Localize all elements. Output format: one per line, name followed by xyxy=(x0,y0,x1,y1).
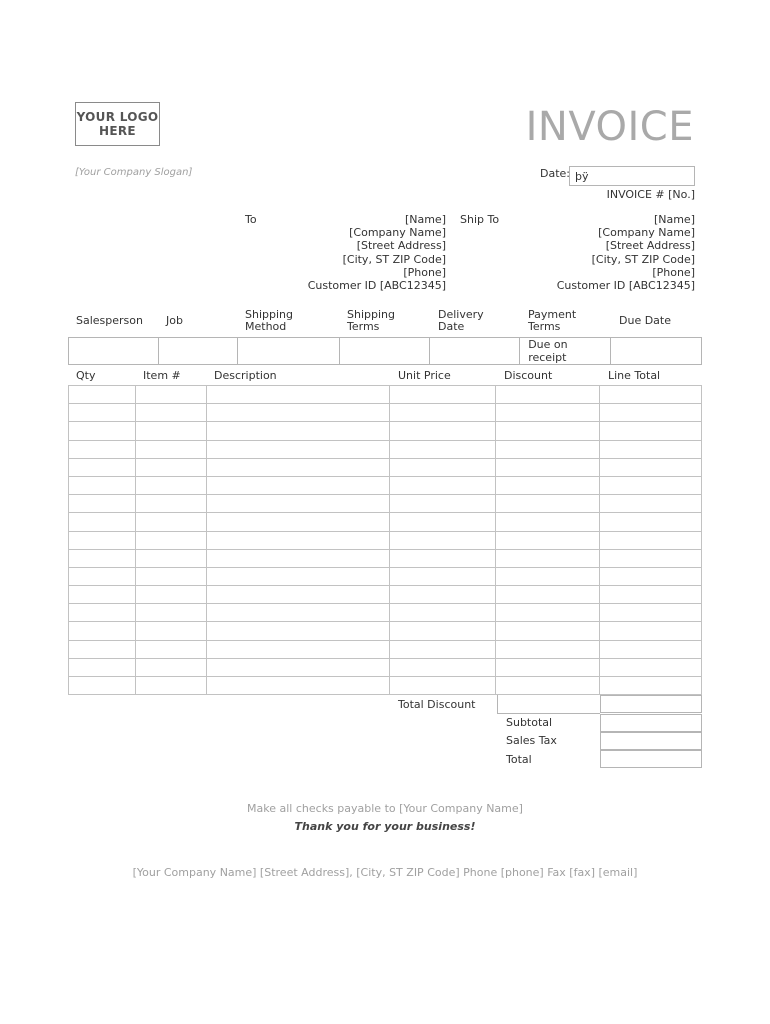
shipping-values-row xyxy=(68,337,702,365)
ship-to-name[interactable]: [Name] xyxy=(653,213,695,226)
ship-to-customer-id[interactable]: Customer ID [ABC12345] xyxy=(556,279,695,293)
item-cell[interactable] xyxy=(496,476,600,494)
item-cell[interactable] xyxy=(135,386,206,404)
item-cell[interactable] xyxy=(206,476,390,494)
item-cell[interactable] xyxy=(69,531,136,549)
table-row xyxy=(69,386,702,404)
item-cell[interactable] xyxy=(135,531,206,549)
item-cell[interactable] xyxy=(390,658,496,676)
item-cell[interactable] xyxy=(69,604,136,622)
shipping-header xyxy=(68,305,702,336)
item-cell[interactable] xyxy=(206,567,390,585)
item-cell[interactable] xyxy=(390,677,496,695)
logo-line-1: YOUR LOGO xyxy=(76,110,159,124)
item-cell[interactable] xyxy=(390,531,496,549)
item-cell[interactable] xyxy=(206,458,390,476)
item-cell[interactable] xyxy=(69,658,136,676)
table-row xyxy=(69,640,702,658)
ship-to-label: Ship To xyxy=(460,213,500,226)
item-cell[interactable] xyxy=(600,422,702,440)
item-cell[interactable] xyxy=(496,549,600,567)
total-discount-label: Total Discount xyxy=(398,698,476,711)
item-cell[interactable] xyxy=(69,440,136,458)
header-shipping-terms: Shipping Terms xyxy=(347,307,395,333)
item-cell[interactable] xyxy=(390,567,496,585)
invoice-number[interactable]: INVOICE # [No.] xyxy=(606,188,695,201)
bill-to-name[interactable]: [Name] xyxy=(404,213,446,226)
table-row xyxy=(69,586,702,604)
item-cell[interactable] xyxy=(135,513,206,531)
item-cell[interactable] xyxy=(206,531,390,549)
sales-tax-value[interactable] xyxy=(600,732,702,750)
ship-to-company[interactable]: [Company Name] xyxy=(598,226,695,240)
item-cell[interactable] xyxy=(390,640,496,658)
item-cell[interactable] xyxy=(206,622,390,640)
item-cell[interactable] xyxy=(600,658,702,676)
item-cell[interactable] xyxy=(600,458,702,476)
item-cell[interactable] xyxy=(600,549,702,567)
company-contact-footer[interactable]: [Your Company Name] [Street Address], [City, ST ZIP Code] Phone [phone] Fax [fax] [email] xyxy=(132,866,638,879)
item-cell[interactable] xyxy=(69,386,136,404)
bill-to-address[interactable] xyxy=(308,213,446,292)
item-cell[interactable] xyxy=(600,404,702,422)
subtotal-label: Subtotal xyxy=(506,716,553,729)
item-cell[interactable] xyxy=(135,604,206,622)
item-cell[interactable] xyxy=(135,422,206,440)
thank-you-note: Thank you for your business! xyxy=(294,820,476,833)
ship-to-street[interactable]: [Street Address] xyxy=(605,239,695,253)
logo-line-2: HERE xyxy=(99,124,136,138)
salesperson-cell[interactable] xyxy=(69,338,159,365)
subtotal-value[interactable] xyxy=(600,714,702,732)
item-cell[interactable] xyxy=(390,549,496,567)
item-cell[interactable] xyxy=(69,458,136,476)
item-cell[interactable] xyxy=(390,513,496,531)
bill-to-street[interactable]: [Street Address] xyxy=(356,239,446,253)
header-line-total: Line Total xyxy=(608,369,661,382)
table-row xyxy=(69,604,702,622)
item-cell[interactable] xyxy=(69,677,136,695)
table-row xyxy=(69,513,702,531)
item-cell[interactable] xyxy=(206,677,390,695)
table-row xyxy=(69,495,702,513)
item-cell[interactable] xyxy=(69,476,136,494)
header-payment-terms: Payment Terms xyxy=(528,307,577,333)
item-cell[interactable] xyxy=(206,495,390,513)
bill-to-customer-id[interactable]: Customer ID [ABC12345] xyxy=(307,279,446,293)
total-value[interactable] xyxy=(600,750,702,768)
item-cell[interactable] xyxy=(600,513,702,531)
header-unit-price: Unit Price xyxy=(398,369,451,382)
item-cell[interactable] xyxy=(496,622,600,640)
item-cell[interactable] xyxy=(496,677,600,695)
item-cell[interactable] xyxy=(496,386,600,404)
header-due-date: Due Date xyxy=(619,313,671,327)
item-cell[interactable] xyxy=(496,567,600,585)
item-cell[interactable] xyxy=(600,531,702,549)
item-cell[interactable] xyxy=(69,495,136,513)
bill-to-city[interactable]: [City, ST ZIP Code] xyxy=(342,252,446,266)
item-cell[interactable] xyxy=(496,513,600,531)
table-row xyxy=(69,531,702,549)
total-discount-cell[interactable] xyxy=(497,695,600,714)
total-discount-value[interactable] xyxy=(600,695,702,713)
item-cell[interactable] xyxy=(206,658,390,676)
item-cell[interactable] xyxy=(206,386,390,404)
item-cell[interactable] xyxy=(135,440,206,458)
checks-payable-note[interactable]: Make all checks payable to [Your Company Name] xyxy=(247,802,523,815)
line-items-table xyxy=(68,385,702,695)
table-row xyxy=(69,658,702,676)
ship-to-phone[interactable]: [Phone] xyxy=(652,265,695,279)
item-cell[interactable] xyxy=(496,586,600,604)
item-cell[interactable] xyxy=(496,458,600,476)
item-cell[interactable] xyxy=(135,586,206,604)
header-delivery-date: Delivery Date xyxy=(438,307,484,333)
item-cell[interactable] xyxy=(390,386,496,404)
item-cell[interactable] xyxy=(135,677,206,695)
item-cell[interactable] xyxy=(69,586,136,604)
company-slogan[interactable]: [Your Company Slogan] xyxy=(75,167,193,178)
item-cell[interactable] xyxy=(69,622,136,640)
date-input[interactable]: þÿ xyxy=(569,166,695,186)
date-label: Date: xyxy=(540,167,570,180)
item-cell[interactable] xyxy=(69,513,136,531)
payment-terms-cell[interactable]: Due on receipt xyxy=(520,338,611,365)
item-cell[interactable] xyxy=(496,404,600,422)
item-cell[interactable] xyxy=(390,586,496,604)
item-cell[interactable] xyxy=(600,586,702,604)
table-row xyxy=(69,549,702,567)
item-cell[interactable] xyxy=(135,640,206,658)
item-cell[interactable] xyxy=(390,404,496,422)
item-cell[interactable] xyxy=(600,677,702,695)
item-cell[interactable] xyxy=(496,422,600,440)
item-cell[interactable] xyxy=(390,422,496,440)
ship-to-address[interactable] xyxy=(557,213,695,292)
item-cell[interactable] xyxy=(390,440,496,458)
item-cell[interactable] xyxy=(135,622,206,640)
company-logo xyxy=(75,102,160,146)
item-cell[interactable] xyxy=(69,404,136,422)
bill-to-phone[interactable]: [Phone] xyxy=(403,265,446,279)
item-cell[interactable] xyxy=(496,658,600,676)
item-cell[interactable] xyxy=(600,476,702,494)
item-cell[interactable] xyxy=(206,422,390,440)
table-row xyxy=(69,677,702,695)
table-row xyxy=(69,476,702,494)
item-cell[interactable] xyxy=(390,476,496,494)
item-cell[interactable] xyxy=(390,495,496,513)
header-job: Job xyxy=(166,313,183,327)
item-cell[interactable] xyxy=(600,440,702,458)
item-cell[interactable] xyxy=(496,495,600,513)
item-cell[interactable] xyxy=(600,386,702,404)
item-cell[interactable] xyxy=(600,604,702,622)
item-cell[interactable] xyxy=(390,604,496,622)
shipping-method-cell[interactable] xyxy=(237,338,339,365)
item-cell[interactable] xyxy=(496,440,600,458)
item-cell[interactable] xyxy=(206,549,390,567)
header-description: Description xyxy=(214,369,277,382)
item-cell[interactable] xyxy=(135,567,206,585)
table-row xyxy=(69,458,702,476)
item-cell[interactable] xyxy=(135,658,206,676)
header-item-number: Item # xyxy=(143,369,181,382)
item-cell[interactable] xyxy=(496,640,600,658)
item-cell[interactable] xyxy=(135,458,206,476)
item-cell[interactable] xyxy=(600,622,702,640)
total-label: Total xyxy=(506,753,532,766)
items-header xyxy=(68,367,702,384)
header-salesperson: Salesperson xyxy=(76,313,143,327)
table-row xyxy=(69,622,702,640)
item-cell[interactable] xyxy=(390,458,496,476)
sales-tax-label: Sales Tax xyxy=(506,734,557,747)
item-cell[interactable] xyxy=(206,513,390,531)
item-cell[interactable] xyxy=(206,604,390,622)
item-cell[interactable] xyxy=(135,495,206,513)
item-cell[interactable] xyxy=(206,586,390,604)
item-cell[interactable] xyxy=(390,622,496,640)
job-cell[interactable] xyxy=(158,338,237,365)
item-cell[interactable] xyxy=(135,476,206,494)
table-row xyxy=(69,567,702,585)
due-date-cell[interactable] xyxy=(611,338,702,365)
ship-to-city[interactable]: [City, ST ZIP Code] xyxy=(591,252,695,266)
item-cell[interactable] xyxy=(69,567,136,585)
table-row xyxy=(69,422,702,440)
item-cell[interactable] xyxy=(206,404,390,422)
item-cell[interactable] xyxy=(206,440,390,458)
item-cell[interactable] xyxy=(69,640,136,658)
item-cell[interactable] xyxy=(496,604,600,622)
shipping-terms-cell[interactable] xyxy=(339,338,430,365)
item-cell[interactable] xyxy=(69,549,136,567)
header-shipping-method: Shipping Method xyxy=(245,307,293,333)
table-row xyxy=(69,404,702,422)
to-label: To xyxy=(245,213,257,226)
item-cell[interactable] xyxy=(496,531,600,549)
item-cell[interactable] xyxy=(206,640,390,658)
header-discount: Discount xyxy=(504,369,553,382)
item-cell[interactable] xyxy=(69,422,136,440)
invoice-title: INVOICE xyxy=(525,104,694,150)
header-qty: Qty xyxy=(76,369,96,382)
delivery-date-cell[interactable] xyxy=(430,338,520,365)
item-cell[interactable] xyxy=(600,640,702,658)
item-cell[interactable] xyxy=(135,549,206,567)
table-row xyxy=(69,440,702,458)
item-cell[interactable] xyxy=(600,495,702,513)
item-cell[interactable] xyxy=(135,404,206,422)
item-cell[interactable] xyxy=(600,567,702,585)
bill-to-company[interactable]: [Company Name] xyxy=(349,226,446,240)
